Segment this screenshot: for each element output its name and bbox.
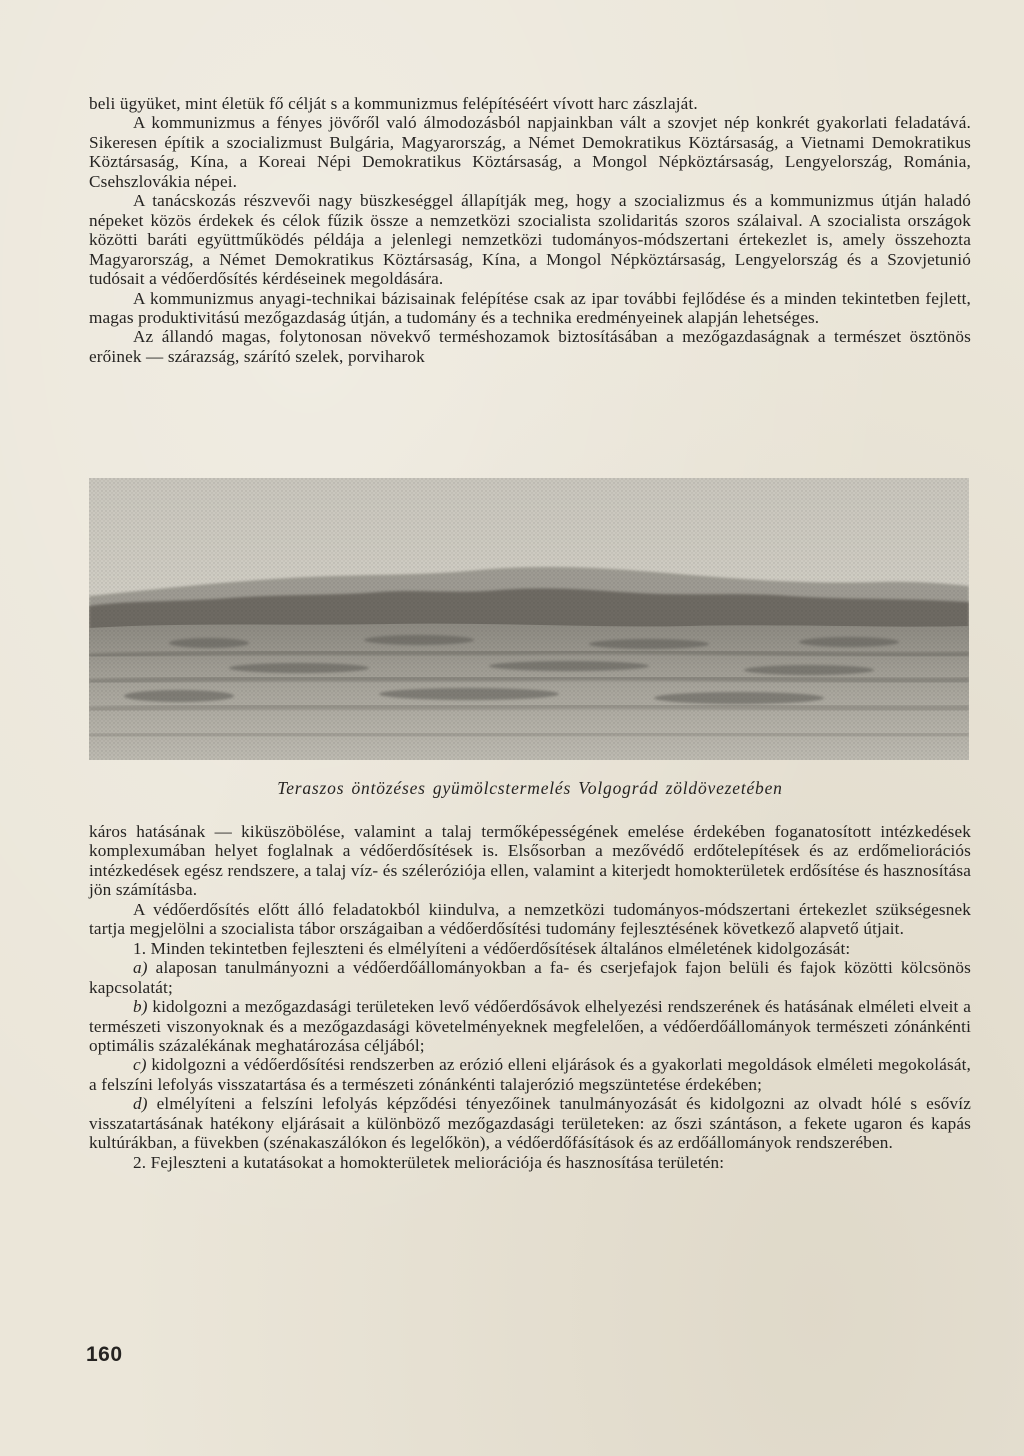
top-text-block bbox=[89, 94, 971, 366]
list-item-text: kidolgozni a mezőgazdasági területeken levő védőerdősávok elhelyezési rendszerének és hatásának elméleti elveit a természeti viszonyoknak és a mezőgazdasági követelményeknek megfelelően, a védőerdőállományok természeti zónánkénti optimális százalékának meghatározása céljából; bbox=[89, 997, 971, 1055]
list-item-text: alaposan tanulmányozni a védőerdőállományokban a fa- és cserjefajok fajon belüli és fajok közötti kölcsönös kapcsolatát; bbox=[89, 958, 971, 997]
paragraph: A tanácskozás részvevői nagy büszkeséggel állapítják meg, hogy a szocializmus és a kommunizmus útján haladó népeket közös érdekek és célok fűzik össze a nemzetközi szocialista szolidaritás szoros szálaival. A szocialista országok közötti baráti együttműködés példája a jelenlegi nemzetközi tudományos-módszertani értekezlet is, amely összehozta Magyarország, a Német Demokratikus Köztársaság, Kína, a Mongol Népköztársaság, Lengyelország és a Szovjetunió tudósait a védőerdősítés kérdéseinek megoldására. bbox=[89, 191, 971, 289]
paragraph-text: A védőerdősítés előtt álló feladatokból kiindulva, a nemzetközi tudományos-módszertani értekezlet szükségesnek tartja megjelölni a szocialista tábor országaiban a védőerdősítési tudomány fejlesztésének következő alapvető útjait. bbox=[89, 899, 971, 939]
list-item-label: a) bbox=[133, 958, 148, 978]
landscape-photo bbox=[89, 478, 969, 760]
list-item-label: d) bbox=[133, 1094, 148, 1114]
paragraph bbox=[89, 822, 971, 900]
list-item bbox=[89, 1094, 971, 1152]
paragraph-text: 2. Fejleszteni a kutatásokat a homokterületek meliorációja és hasznosítása területén: bbox=[133, 1152, 725, 1172]
photo-caption: Teraszos öntözéses gyümölcstermelés Volgográd zöldövezetében bbox=[277, 778, 783, 798]
list-item-label: b) bbox=[133, 997, 148, 1017]
paragraph: Az állandó magas, folytonosan növekvő terméshozamok biztosításában a mezőgazdaságnak a természet ösztönös erőinek — szárazság, szárító szelek, porviharok bbox=[89, 327, 971, 366]
list-item-label: c) bbox=[133, 1055, 147, 1075]
paragraph bbox=[89, 900, 971, 939]
list-item bbox=[89, 997, 971, 1055]
list-item bbox=[89, 1055, 971, 1094]
paragraph: A kommunizmus anyagi-technikai bázisainak felépítése csak az ipar további fejlődése és a minden tekintetben fejlett, magas produktivitású mezőgazdaság útján, a tudomány és a technika eredményeinek alapján lehetséges. bbox=[89, 288, 971, 327]
landscape-photo-image bbox=[89, 478, 969, 760]
list-item bbox=[89, 958, 971, 997]
page-number: 160 bbox=[86, 1343, 123, 1366]
bottom-text-block bbox=[89, 822, 971, 1172]
list-item-text: kidolgozni a védőerdősítési rendszerben az erózió elleni eljárások és a gyakorlati megoldások elméleti megokolását, a felszíni lefolyás visszatartása és a természeti zónánkénti talajerózió megszüntetése érdekében; bbox=[89, 1055, 971, 1094]
list-item-text: elmélyíteni a felszíni lefolyás képződési tényezőinek tanulmányozását és kidolgozni az olvadt hólé s esővíz visszatartásának hatékony eljárásait a különböző mezőgazdasági területeken: az őszi szántáson, a fekete ugaron és kapás kultúrákban, a füvekben (szénakaszálókon és legelőkön), a védőerdőfásítások és az erdőállományok rendszerében. bbox=[89, 1094, 971, 1153]
paragraph bbox=[89, 939, 971, 958]
paragraph: A kommunizmus a fényes jövőről való álmodozásból napjainkban vált a szovjet nép konkrét gyakorlati feladatává. Sikeresen építik a szocializmust Bulgária, Magyarország, a Német Demokratikus Köztársaság, a Vietnami Demokratikus Köztársaság, Kína, a Koreai Népi Demokratikus Köztársaság, a Mongol Népköztársaság, Lengyelország, Románia, Csehszlovákia népei. bbox=[89, 113, 971, 191]
paragraph: beli ügyüket, mint életük fő célját s a kommunizmus felépítéséért vívott harc zászlaját. bbox=[89, 94, 698, 113]
paragraph bbox=[89, 1153, 971, 1172]
paragraph-text: 1. Minden tekintetben fejleszteni és elmélyíteni a védőerdősítések általános elméletének kidolgozását: bbox=[133, 938, 851, 958]
paragraph-text: káros hatásának — kiküszöbölése, valamint a talaj termőképességének emelése érdekében foganatosított intézkedések komplexumában helyet foglalnak a védőerdősítések is. Elsősorban a mezővédő erdőtelepítések és az erdőmeliorációs intézkedések egész rendszere, a talaj víz- és széleróziója ellen, valamint a kiterjedt homokterületek erdősítése és hasznosítása jön számításba. bbox=[89, 822, 971, 900]
